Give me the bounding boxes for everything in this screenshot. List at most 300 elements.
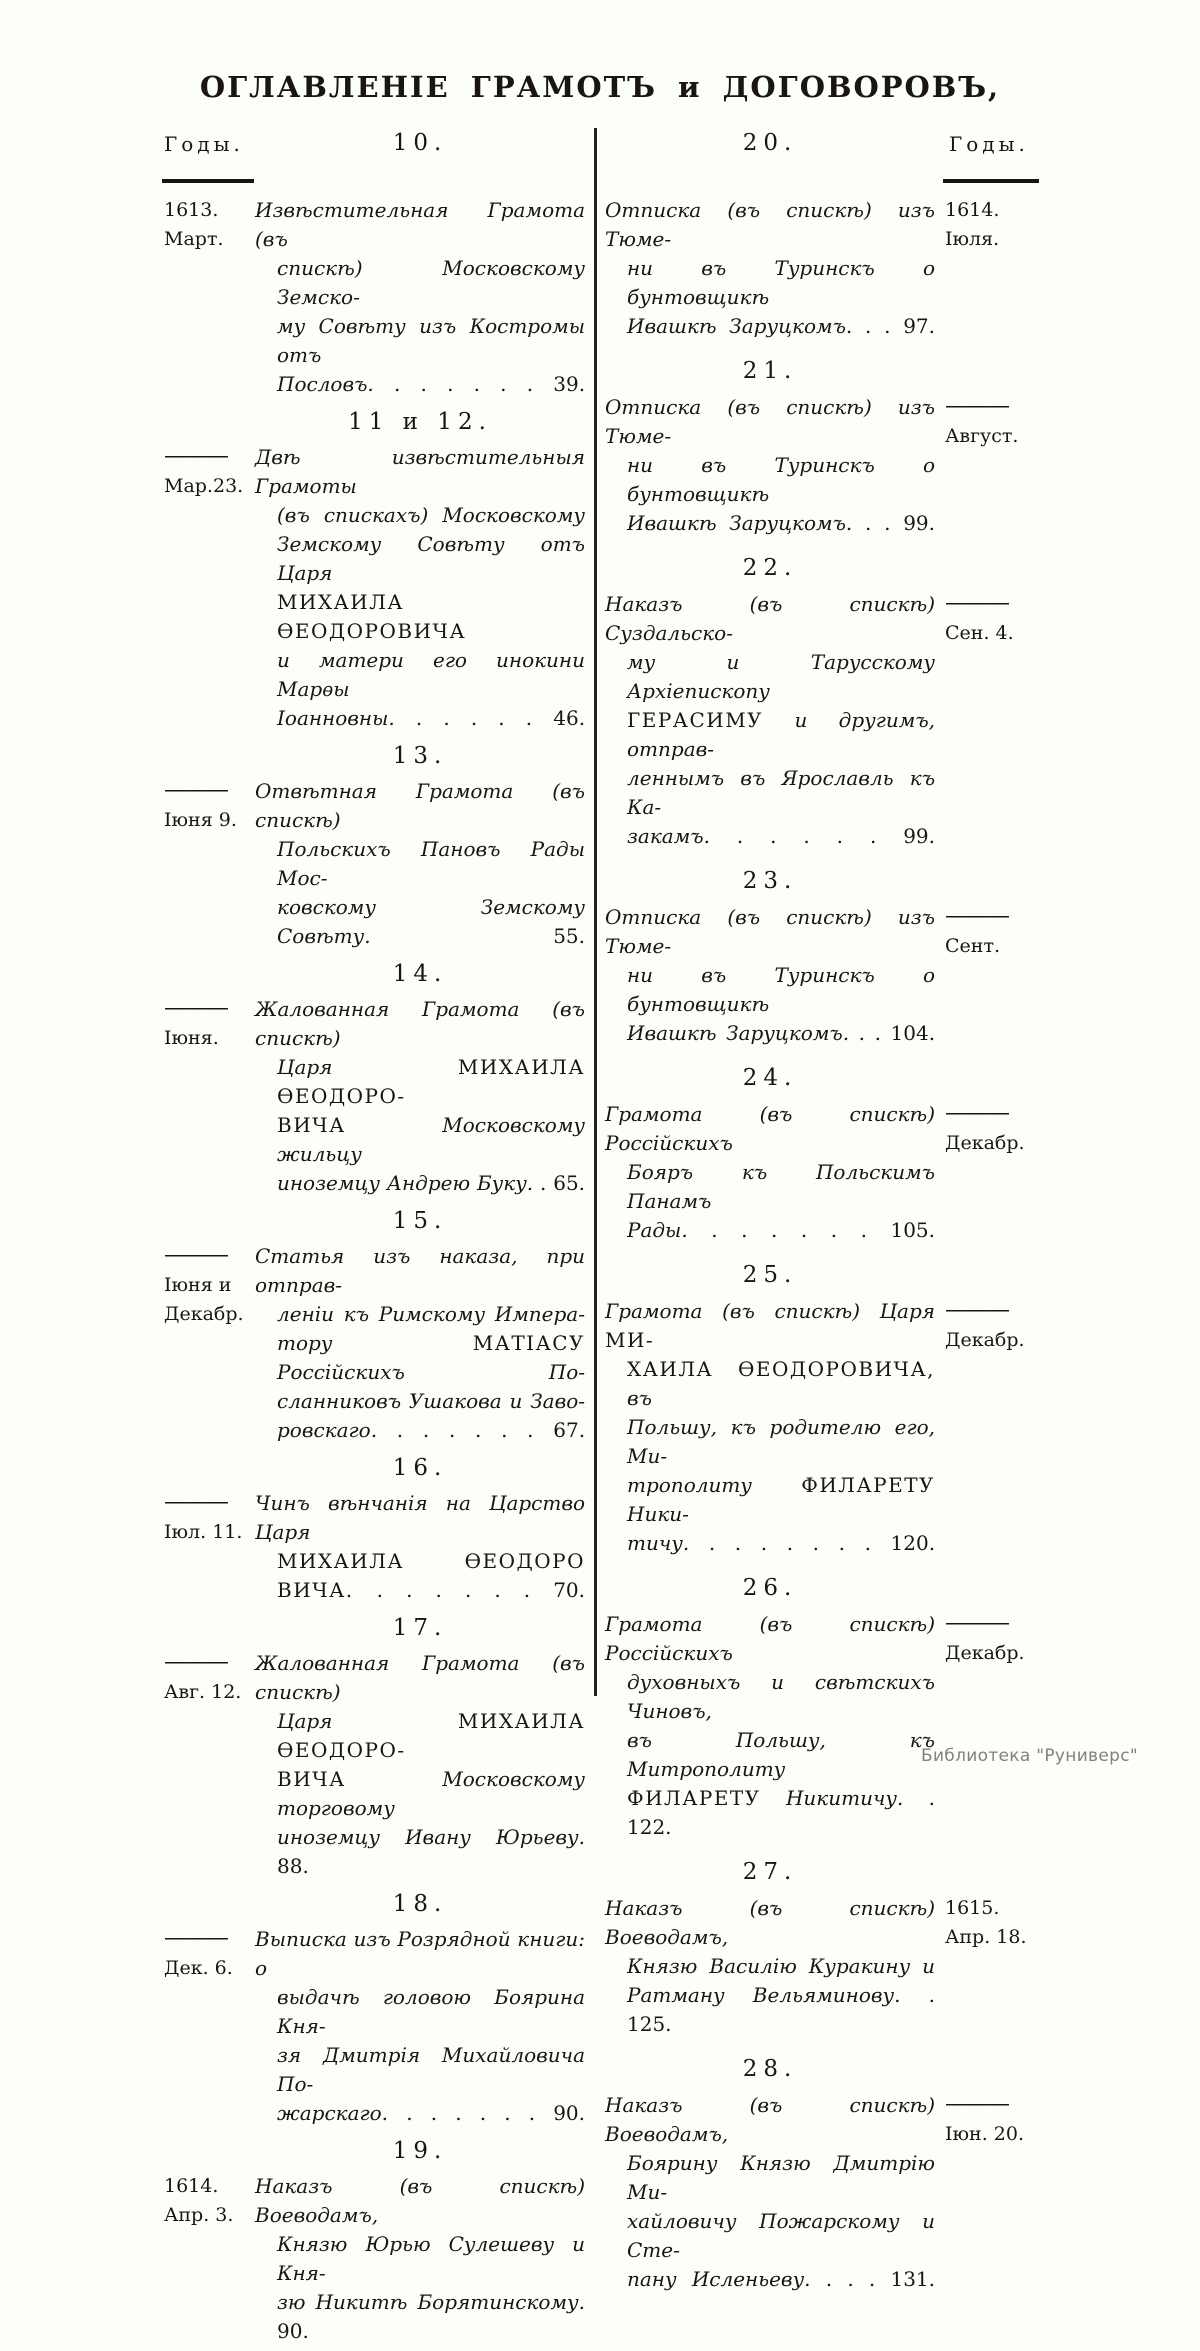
text-token: спискѣ) (277, 256, 363, 280)
toc-entry (605, 1894, 1030, 2039)
entry-year (940, 1297, 1030, 1355)
entry-date: 1615. (945, 1897, 1000, 1919)
entry-number: 23. (742, 868, 798, 894)
entry-text (255, 1649, 585, 1881)
entry-year (160, 196, 252, 254)
text-token: Наказъ (605, 1896, 683, 1920)
year-dash: ——— (945, 590, 1008, 616)
text-token: . (864, 1531, 871, 1555)
text-token: Сулешеву (448, 2232, 555, 2256)
text-token: Земско- (277, 285, 360, 309)
year-dash: ——— (164, 995, 227, 1021)
entry-text-line (605, 1158, 935, 1216)
text-token: ХАИЛА (627, 1357, 714, 1381)
entry-date: 1613. (164, 199, 219, 221)
entry-text-line (255, 2172, 585, 2230)
text-token: его (432, 648, 467, 672)
text-token: ни (627, 963, 654, 987)
entry-text-line (605, 2091, 935, 2149)
text-token: (въ (277, 503, 310, 527)
text-token: изъ (353, 1927, 391, 1951)
text-token: . (836, 824, 844, 848)
text-token: Князю (277, 2232, 348, 2256)
text-token: 55. (553, 924, 585, 948)
text-token: Ушакова (408, 1389, 502, 1413)
entry-text-line (605, 1019, 935, 1048)
text-token: . (526, 372, 534, 396)
entry-number: 14. (392, 961, 448, 987)
text-token: . (770, 824, 777, 848)
column-divider-rule (594, 128, 597, 1696)
text-token: Чиновъ, (627, 1699, 712, 1723)
entry-text (605, 1894, 935, 2039)
text-token: . (447, 372, 454, 396)
entry-text-line (255, 196, 585, 254)
text-token: Чинъ (255, 1491, 310, 1515)
text-token: Заруцкомъ. (726, 1021, 850, 1045)
entry-text-line (255, 1329, 585, 1387)
text-token: Россійскихъ (605, 1131, 733, 1155)
entry-text-line (605, 196, 935, 254)
page-title: ОГЛАВЛЕНІЕ ГРАМОТЪ и ДОГОВОРОВЪ, (199, 70, 1001, 104)
text-token: Отписка (605, 198, 702, 222)
text-token: Отвѣтная (255, 779, 377, 803)
text-token: хайловичу (627, 2209, 737, 2233)
entry-text-line (255, 1925, 585, 1983)
text-token: МИХАИЛА (457, 1055, 585, 1079)
text-token: МАТІАСУ (472, 1331, 585, 1355)
text-token: МИХАИЛА (457, 1709, 585, 1733)
entry-text (605, 590, 935, 851)
text-token: спискѣ) (774, 1299, 861, 1323)
text-token: Московскому (442, 1113, 585, 1137)
entry-text (605, 2091, 935, 2294)
entry-text-line (255, 1823, 585, 1881)
text-token: спискѣ) (786, 905, 872, 929)
text-token: леннымъ (627, 766, 725, 790)
entry-text-line (255, 2288, 585, 2346)
entry-text-line (255, 995, 585, 1053)
text-token: Дмитрія (322, 2043, 421, 2067)
entry-year (940, 1100, 1030, 1158)
toc-entry (605, 2091, 1030, 2294)
text-token: . (376, 1578, 384, 1602)
entry-year (940, 903, 1030, 961)
text-token: другимъ, (838, 708, 936, 732)
toc-entry (160, 1649, 585, 1881)
text-token: 131. (890, 2267, 936, 2291)
text-token: Кня- (277, 2014, 326, 2038)
text-token: . (479, 2101, 487, 2125)
text-token: въ (701, 453, 727, 477)
entry-text-line (605, 393, 935, 451)
entry-text-line (255, 1111, 585, 1169)
text-token: жильцу (277, 1142, 362, 1166)
entry-text-line (255, 254, 585, 312)
text-token: Василію (709, 1954, 797, 1978)
text-token: спискѣ) (255, 808, 341, 832)
entry-text-line (255, 501, 585, 530)
text-token: Ми- (627, 2180, 668, 2204)
text-token: . (500, 372, 507, 396)
text-token: Земскому (480, 895, 585, 919)
text-token: Боярину (627, 2151, 718, 2175)
text-token: на (445, 1491, 471, 1515)
year-dash: ——— (164, 443, 227, 469)
text-token: Митрополиту (627, 1757, 786, 1781)
text-token: Тарусскому (810, 650, 936, 674)
text-token: Ка- (627, 795, 662, 819)
toc-entry (160, 196, 585, 399)
text-token: Жалованная (255, 997, 390, 1021)
entry-date: Август. (945, 425, 1019, 447)
entry-number: 25. (742, 1262, 798, 1288)
text-token: ФИЛАРЕТУ (627, 1786, 761, 1810)
text-token: . (455, 2101, 462, 2125)
text-token: Исленьеву. (691, 2267, 811, 2291)
text-token: ВИЧА (277, 1113, 346, 1137)
text-token: отправ- (627, 737, 715, 761)
text-token: Царя (277, 561, 333, 585)
text-token: торговому (277, 1796, 395, 1820)
text-token: . (838, 1531, 845, 1555)
entry-year (160, 995, 252, 1053)
text-token: . (830, 1218, 838, 1242)
text-token: . (868, 2267, 876, 2291)
entry-year (940, 196, 1030, 254)
toc-entry (160, 1489, 585, 1605)
text-token: Жалованная (255, 1651, 390, 1675)
text-token: Михайловича (441, 2043, 585, 2067)
entry-text (255, 196, 585, 399)
entry-date: Декабр. (945, 1329, 1025, 1351)
text-token: ѲЕОДОРОВИЧА, (737, 1357, 935, 1381)
entry-text-line (605, 2207, 935, 2265)
text-token: изъ (419, 314, 457, 338)
text-token: пану (627, 2267, 677, 2291)
text-token: Борятинскому. (417, 2290, 585, 2314)
text-token: къ (909, 766, 936, 790)
text-token: 88. (277, 1854, 309, 1878)
text-token: зя (277, 2043, 302, 2067)
text-token: его, (894, 1415, 936, 1439)
text-token: Ярославль (781, 766, 894, 790)
section-number: 20. (742, 130, 798, 156)
text-token: бунтовщикѣ (627, 482, 770, 506)
year-dash: ——— (945, 393, 1008, 419)
text-token: ГЕРАСИМУ (627, 708, 764, 732)
entry-year (940, 1610, 1030, 1668)
text-token: МИ- (605, 1328, 655, 1352)
text-token: изъ (897, 905, 935, 929)
entry-year (940, 2091, 1030, 2149)
text-token: Рады. (627, 1218, 688, 1242)
text-token: матери (318, 648, 404, 672)
entry-text (255, 2172, 585, 2346)
entry-text-line (605, 254, 935, 312)
left-column (160, 130, 585, 2351)
text-token: Тюме- (605, 424, 672, 448)
toc-entry (605, 1610, 1030, 1842)
text-token: Пожарскому (759, 2209, 900, 2233)
text-token: . (415, 706, 423, 730)
entry-date: Декабр. (164, 1303, 244, 1325)
text-token: Извѣстительная (255, 198, 449, 222)
text-token: Совѣту (417, 532, 505, 556)
entry-number: 24. (742, 1065, 798, 1091)
entry-text-line (605, 1413, 935, 1471)
entry-text-line (605, 822, 935, 851)
entry-text-line (255, 1387, 585, 1416)
text-token: ни (627, 256, 654, 280)
entry-date: Іюл. 11. (164, 1521, 243, 1543)
years-label: Годы. (164, 132, 244, 156)
year-dash: ——— (164, 1242, 227, 1268)
entry-text-line (255, 530, 585, 588)
entry-text-line (255, 1983, 585, 2041)
entry-text-line (605, 590, 935, 648)
text-token: ѲЕОДОРОВИЧА (277, 619, 467, 643)
entry-text-line (255, 588, 585, 646)
text-token: иноземцу (277, 1171, 380, 1195)
entry-text-line (255, 646, 585, 704)
text-token: Іоанновны. (277, 706, 395, 730)
text-token: . (430, 2101, 438, 2125)
text-token: отъ (540, 532, 586, 556)
text-token: . (711, 1218, 718, 1242)
entry-text-line (255, 370, 585, 399)
text-token: Воеводамъ, (255, 2203, 379, 2227)
text-token: (въ (722, 1299, 755, 1323)
years-label: Годы. (949, 132, 1029, 156)
text-token: 70. (553, 1578, 586, 1602)
text-token: Ивашкѣ (627, 314, 717, 338)
text-token: Земскому (277, 532, 382, 556)
entry-text-line (255, 835, 585, 893)
text-token: 67. (553, 1418, 586, 1442)
entry-text-line (255, 777, 585, 835)
entry-text (255, 1242, 585, 1445)
text-token: Польшу, (627, 1415, 718, 1439)
entry-number: 22. (742, 555, 798, 581)
text-token: . (494, 1578, 501, 1602)
text-token: . (501, 1418, 508, 1442)
text-token: Наказъ (605, 2093, 683, 2117)
text-token: Андрею (386, 1171, 471, 1195)
year-dash: ——— (945, 1100, 1008, 1126)
entry-text-line (605, 903, 935, 961)
text-token: 99. (903, 511, 936, 535)
text-token: Грамота (487, 198, 585, 222)
entry-year (160, 2172, 252, 2230)
years-underline-rule (943, 179, 1039, 183)
left-entries (160, 196, 585, 2346)
text-token: спискѣ) (255, 1026, 341, 1050)
text-token: и (509, 1389, 523, 1413)
text-token: . (525, 706, 533, 730)
text-token: Костромы (469, 314, 585, 338)
entry-year (940, 590, 1030, 648)
text-token: . (865, 511, 872, 535)
text-token: Никитичу. (785, 1786, 904, 1810)
entry-text-line (255, 1489, 585, 1547)
text-token: отправ- (255, 1273, 343, 1297)
entry-year (160, 777, 252, 835)
text-token: ни (627, 453, 654, 477)
text-token: Московскому (442, 256, 585, 280)
entry-number: 16. (392, 1455, 448, 1481)
text-token: 104. (890, 1021, 936, 1045)
entry-text (255, 443, 585, 733)
text-token: Туринскъ (774, 963, 875, 987)
text-token: Наказъ (605, 592, 683, 616)
right-entries (605, 196, 1030, 2294)
text-token: (въ (727, 395, 761, 419)
entry-text-line (255, 1242, 585, 1300)
toc-entry (160, 995, 585, 1198)
entry-year (160, 1242, 252, 1329)
text-token: сланниковъ (277, 1389, 402, 1413)
text-token: Импера- (494, 1302, 585, 1326)
entry-text-line (605, 312, 935, 341)
year-dash: ——— (164, 1649, 227, 1675)
text-token: Московскому (442, 503, 586, 527)
text-token: . (736, 824, 744, 848)
entry-year (160, 1649, 252, 1707)
text-token: Боярина (494, 1985, 586, 2009)
text-token: (въ (749, 2093, 783, 2117)
text-token: . (803, 824, 810, 848)
text-token: зю (277, 2290, 306, 2314)
text-token: . (741, 1218, 748, 1242)
text-token: МИХАИЛА (277, 590, 405, 614)
text-token: и (572, 2232, 586, 2256)
text-token: . (874, 1021, 881, 1045)
text-token: изъ (373, 1244, 411, 1268)
text-token: Тюме- (605, 934, 672, 958)
text-token: 90. (277, 2319, 309, 2343)
text-token: Грамота (422, 1651, 520, 1675)
text-token: спискѣ) (786, 395, 872, 419)
text-token: выдачѣ (277, 1985, 360, 2009)
entry-date: 1614. (945, 199, 1000, 221)
text-token: Никитѣ (315, 2290, 408, 2314)
text-token: . (406, 1578, 413, 1602)
text-token: и (277, 648, 290, 672)
text-token: Юрью (365, 2232, 431, 2256)
text-token: вѣнчанія (327, 1491, 428, 1515)
entry-text-line (605, 1726, 935, 1784)
text-token: въ (701, 963, 727, 987)
text-token: и (922, 1954, 936, 1978)
toc-entry (160, 2172, 585, 2346)
year-dash: ——— (164, 1925, 227, 1951)
text-token: въ (740, 766, 766, 790)
toc-entry (605, 903, 1030, 1048)
text-token: иноземцу (277, 1825, 380, 1849)
text-token: (въ (255, 227, 288, 251)
entry-number: 21. (742, 358, 798, 384)
text-token: спискѣ) (849, 1612, 936, 1636)
text-token: ВИЧА (277, 1767, 346, 1791)
text-token: къ (909, 1728, 935, 1752)
entry-text-line (255, 443, 585, 501)
entry-text-line (605, 1668, 935, 1726)
text-token: Заво- (530, 1389, 586, 1413)
text-token: къ (730, 1415, 756, 1439)
text-token: 125. (627, 2012, 672, 2036)
entry-text (605, 1610, 935, 1842)
text-token: 90. (553, 2101, 585, 2125)
text-token: Вельяминову. (752, 1983, 901, 2007)
text-token: Царя (277, 1709, 333, 1733)
entry-text-line (255, 1300, 585, 1329)
text-token: . (406, 2101, 413, 2125)
entry-text-line (605, 1952, 935, 1981)
text-token: Тюме- (605, 227, 672, 251)
text-token: ковскому (277, 895, 376, 919)
entry-date: Іюня 9. (164, 809, 237, 831)
text-token: . (708, 1531, 716, 1555)
text-token: 122. (627, 1815, 672, 1839)
text-token: ровскаго. (277, 1418, 378, 1442)
text-token: му (277, 314, 306, 338)
entry-text-line (605, 2265, 935, 2294)
entry-text-line (605, 451, 935, 509)
entry-text-line (605, 648, 935, 706)
entry-text-line (255, 1649, 585, 1707)
text-token: закамъ. (627, 824, 710, 848)
text-token: къ (343, 1302, 370, 1326)
section-number: 10. (392, 130, 448, 156)
entry-text (605, 393, 935, 538)
entry-text-line (255, 893, 585, 951)
text-token: Царя (277, 1055, 333, 1079)
text-token: Князю (627, 1954, 698, 1978)
text-token: Царство (489, 1491, 586, 1515)
text-token: Польскихъ (277, 837, 391, 861)
text-token: ѲЕОДОРО- (277, 1738, 406, 1762)
text-token: . (473, 372, 480, 396)
text-token: Розрядной (397, 1927, 511, 1951)
text-token: бунтовщикѣ (627, 992, 770, 1016)
text-token: . (527, 1418, 534, 1442)
toc-entry (160, 1242, 585, 1445)
text-token: . (422, 1418, 430, 1442)
text-token: . (884, 314, 891, 338)
text-token: Князю (740, 2151, 811, 2175)
text-token: . (470, 706, 478, 730)
text-token: Двѣ (255, 445, 301, 469)
text-token: Ники- (627, 1502, 689, 1526)
text-token: спискѣ) (849, 1896, 936, 1920)
text-token: Отписка (605, 905, 702, 929)
entry-text-line (255, 1053, 585, 1111)
text-token: спискахъ) (323, 503, 429, 527)
text-token: Архіепископу (627, 679, 770, 703)
entry-text-line (605, 1529, 935, 1558)
entry-text-line (255, 1765, 585, 1823)
text-token: 65. (553, 1171, 586, 1195)
text-token: и (726, 650, 740, 674)
text-token: Мос- (277, 866, 328, 890)
left-column-header (160, 130, 585, 196)
entry-text-line (605, 1981, 935, 2039)
toc-entry (605, 1100, 1030, 1245)
entry-date: Мар.23. (164, 475, 244, 497)
text-token: свѣтскихъ (814, 1670, 936, 1694)
text-token: (въ (727, 905, 761, 929)
